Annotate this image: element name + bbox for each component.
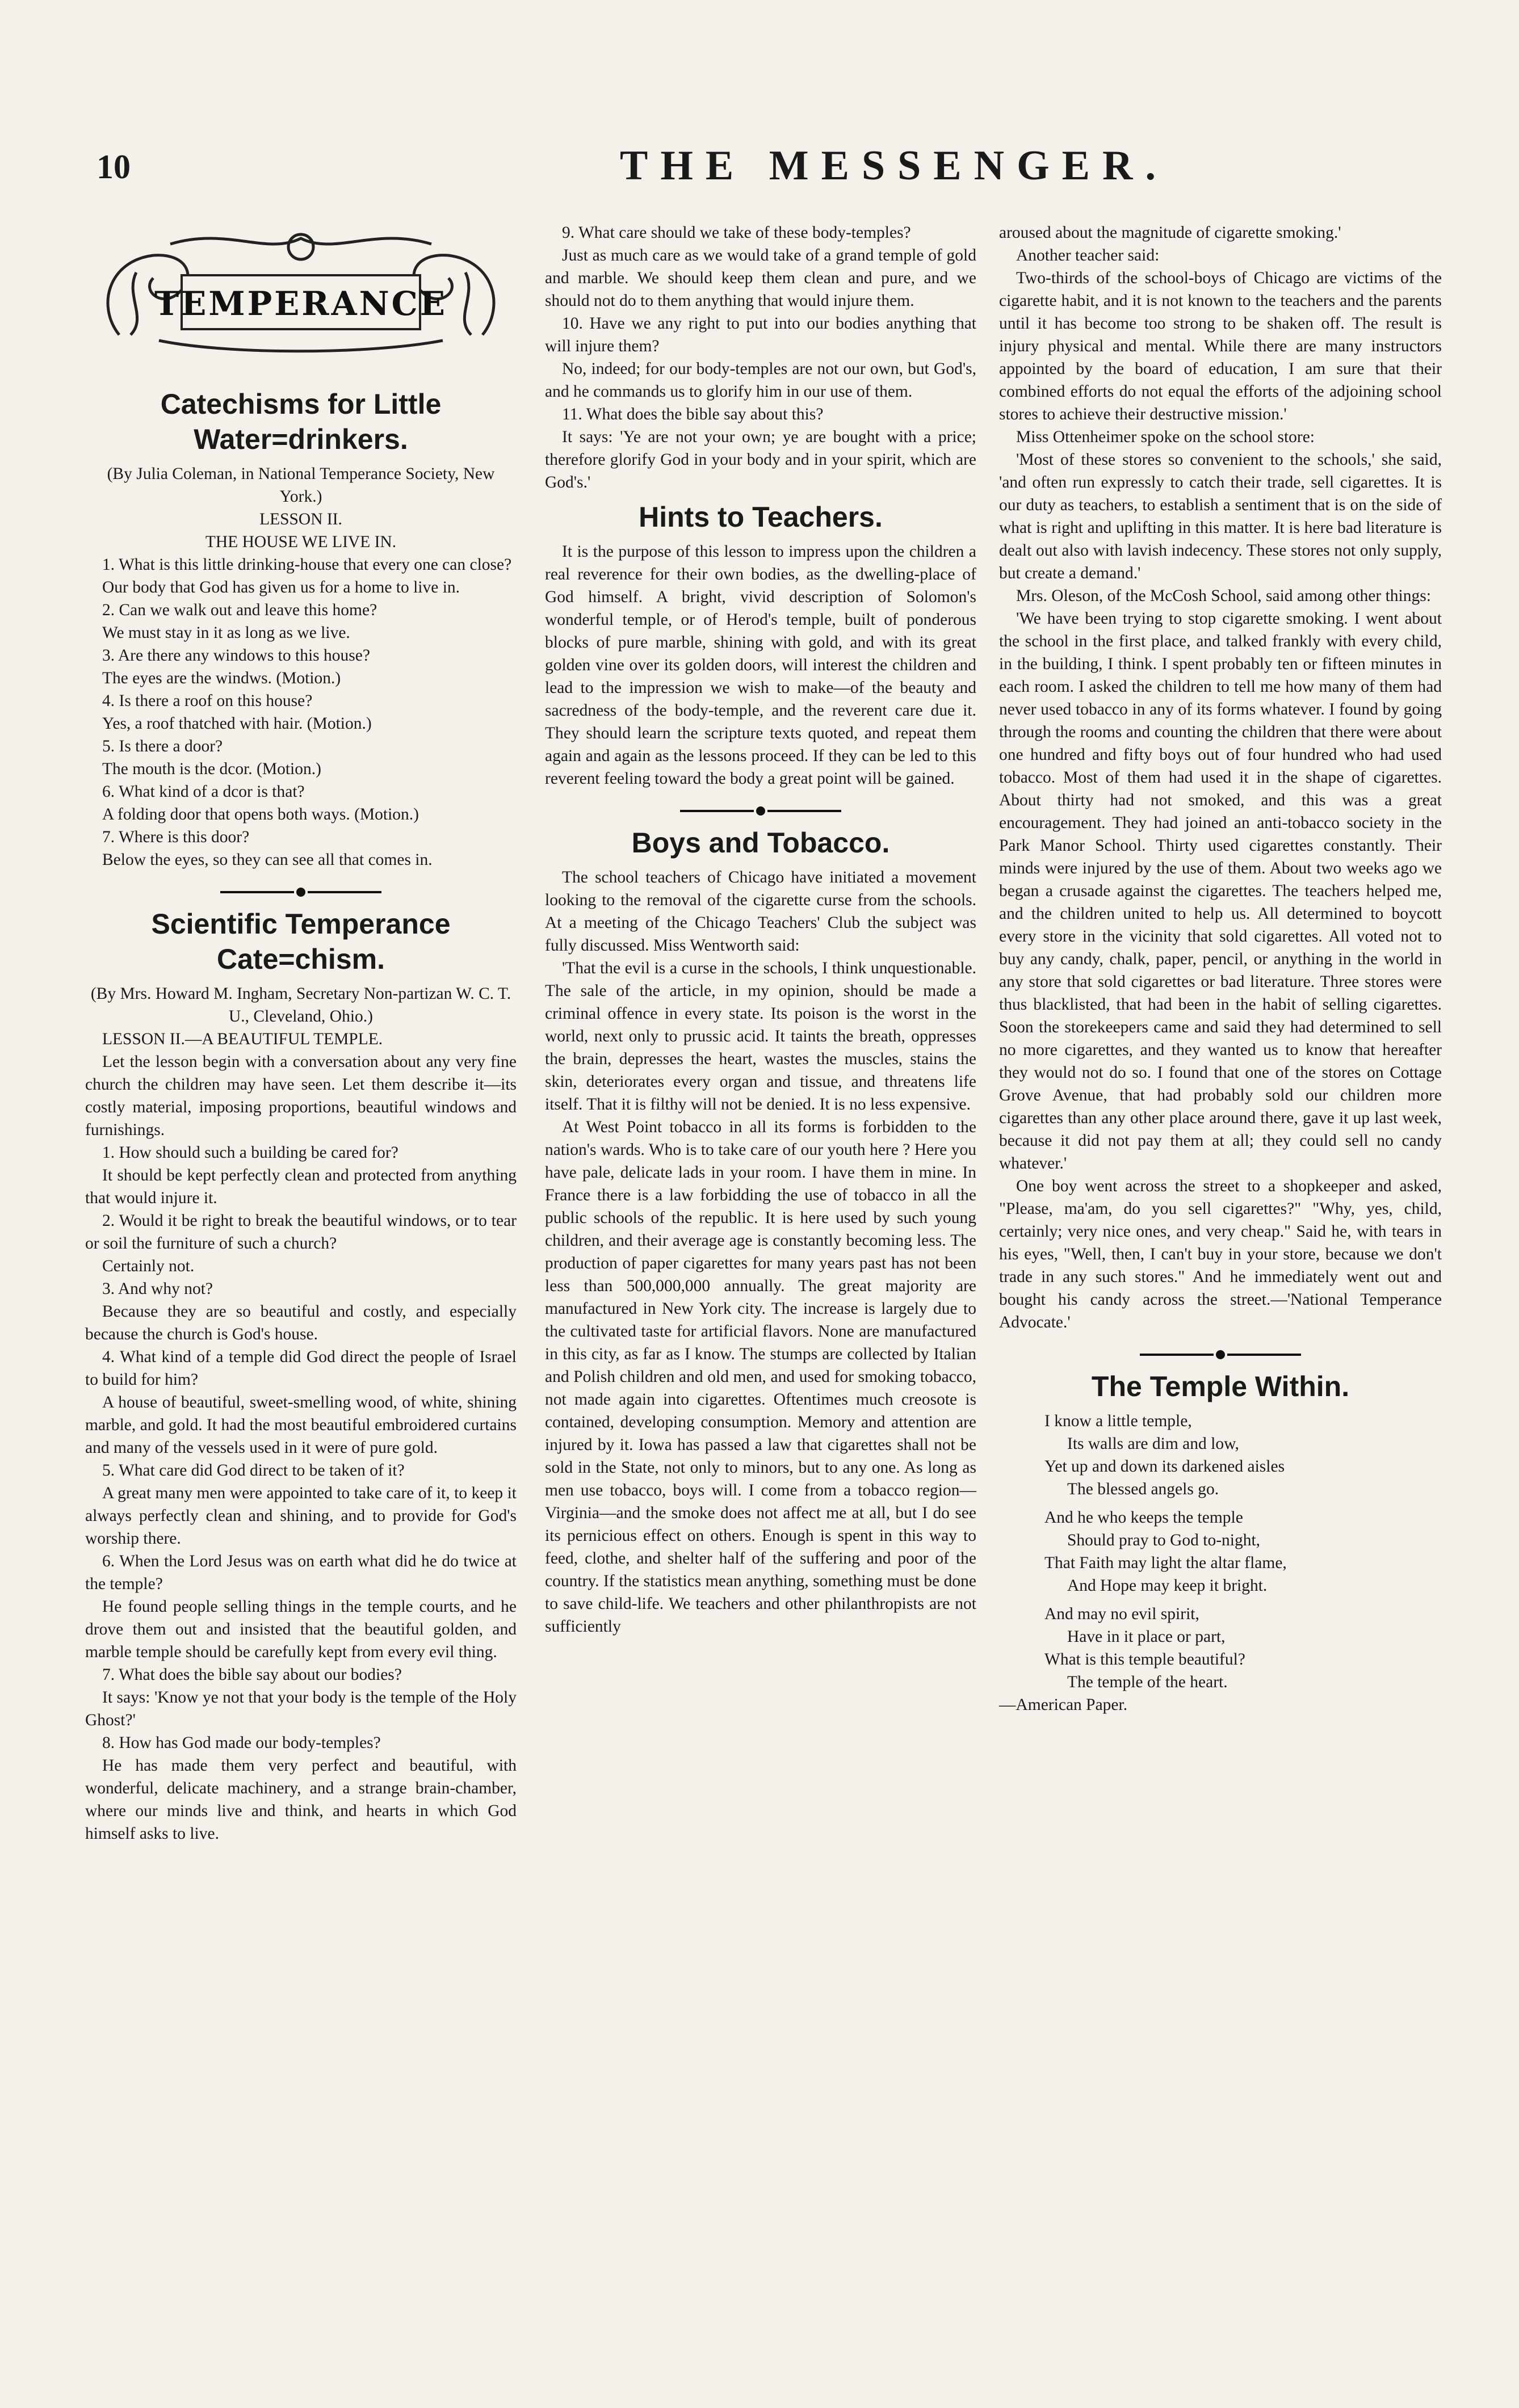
catechism-line: 4. Is there a roof on this house? <box>102 692 313 710</box>
poem-source: —American Paper. <box>999 1696 1128 1714</box>
catechism-line: Certainly not. <box>102 1257 195 1275</box>
catechism-line: A house of beautiful, sweet-smelling wood, of white, shining marble, and gold. It had the most beautiful embroidered curtains and many of the vessels used in it were of pure gold. <box>85 1393 517 1457</box>
poem-line: Yet up and down its darkened aisles <box>1044 1457 1285 1476</box>
catechism-line: The mouth is the dcor. (Motion.) <box>102 760 321 778</box>
article-paragraph: 'That the evil is a curse in the schools, I think unquestionable. The sale of the article, in my opinion, should be made a criminal offence in every state. Its poison is the worst in the world, next only to prussic acid. It taints the breath, oppresses the brain, depresses the heart, wastes the muscles, stains the skin, deteriorates every organ and tissue, and threatens life itself. That it is filthy will not be denied. It is no less expensive. <box>545 959 976 1113</box>
catechism-line: 3. Are there any windows to this house? <box>102 646 370 665</box>
poem-line: Have in it place or part, <box>1067 1628 1226 1646</box>
catechism-line: 7. Where is this door? <box>102 828 250 846</box>
catechism-line: It says: 'Ye are not your own; ye are bought with a price; therefore glorify God in your body and in your spirit, which are God's.' <box>545 428 976 491</box>
catechism-line: 11. What does the bible say about this? <box>562 405 824 423</box>
byline-ingham: (By Mrs. Howard M. Ingham, Secretary Non-partizan W. C. T. U., Cleveland, Ohio.) <box>90 985 511 1026</box>
catechism-line: Yes, a roof thatched with hair. (Motion.) <box>102 715 372 733</box>
catechism-line: The eyes are the windws. (Motion.) <box>102 669 341 687</box>
section-divider <box>999 1343 1442 1360</box>
temperance-banner-illustration <box>85 221 517 363</box>
hints-to-teachers-title: Hints to Teachers. <box>639 501 883 533</box>
catechism-line: Our body that God has given us for a home to live in. <box>102 578 460 596</box>
house-subheading: THE HOUSE WE LIVE IN. <box>205 533 397 551</box>
poem-line: And Hope may keep it bright. <box>1067 1577 1268 1595</box>
banner-label: TEMPERANCE <box>154 284 447 323</box>
catechism-line: 7. What does the bible say about our bodies? <box>102 1666 402 1684</box>
column-2 <box>545 221 976 1638</box>
catechisms-title: Catechisms for Little Water=drinkers. <box>160 388 442 455</box>
article-paragraph: One boy went across the street to a shopkeeper and asked, "Please, ma'am, do you sell cigarettes?" "Why, yes, child, certainly; very nice ones, and very cheap." Said he, with tears in his eyes, "Well, then, I can't buy in your store, because we don't trade in any such stores." And he immediately went out and bought his candy across the street.—'National Temperance Advocate.' <box>999 1177 1442 1331</box>
catechism-line: 9. What care should we take of these body-temples? <box>562 224 911 242</box>
poem-line: That Faith may light the altar flame, <box>1044 1554 1287 1572</box>
article-paragraph: Two-thirds of the school-boys of Chicago are victims of the cigarette habit, and it is not known to the teachers and the parents until it has become too strong to be shaken off. The result is injury physical and mental. While there are many instructors appointed by the board of education, I am sure that their combined efforts do not equal the efforts of the adjoining school stores to achieve their destructive mission.' <box>999 269 1442 423</box>
catechism-line: 2. Can we walk out and leave this home? <box>102 601 377 619</box>
article-paragraph: 'We have been trying to stop cigarette smoking. I went about the school in the first place, and talked frankly with every child, in the building, I think. I spent probably ten or fifteen minutes in each room. I asked the children to tell me how many of them had never used tobacco in any of its forms whatever. I found by going through the rooms and counting the children that there were about one hundred and fifty boys out of four hundred who had used tobacco. Most of them had used it in the shape of cigarettes. About thirty had not smoked, and this was a great encouragement. They had joined an anti-tobacco society in the Park Manor School. Thirty used cigarettes constantly. Their minds were injured by the use of them. About two weeks ago we began a crusade against the cigarettes. The teachers helped me, and the children united to help us. All determined to boycott every store in the vicinity that sold cigarettes. All voted not to buy any candy, chalk, paper, pencil, or anything in the world in any store that sold cigarettes or bad literature. Three stores were thus blacklisted, that had been in the habit of selling cigarettes. Soon the storekeepers came and said they had determined to sell no more cigarettes, and they wanted us to know that hereafter they would not do so. I found that one of the stores on Cottage Grove Avenue, that had probably sold our children more cigarettes than any other place around there, gave it up last week, because it did not pay them at all; they could sell no candy whatever.' <box>999 610 1442 1173</box>
scientific-temperance-title: Scientific Temperance Cate=chism. <box>151 908 451 975</box>
boys-and-tobacco-title: Boys and Tobacco. <box>631 827 890 859</box>
poem-line: What is this temple beautiful? <box>1044 1650 1245 1669</box>
catechism-line: He has made them very perfect and beautiful, with wonderful, delicate machinery, and a strange brain-chamber, where our minds live and think, and hearts in which God himself asks to live. <box>85 1756 517 1843</box>
section-divider <box>85 880 517 897</box>
catechism-line: We must stay in it as long as we live. <box>102 624 350 642</box>
catechism-line: A great many men were appointed to take care of it, to keep it always perfectly clean and shining, and to provide for God's worship there. <box>85 1484 517 1548</box>
article-paragraph: Mrs. Oleson, of the McCosh School, said among other things: <box>1016 587 1431 605</box>
page-number: 10 <box>96 148 131 186</box>
poem-line: Should pray to God to-night, <box>1067 1531 1261 1549</box>
byline-coleman: (By Julia Coleman, in National Temperance Society, New York.) <box>107 465 495 506</box>
catechism-line: 6. When the Lord Jesus was on earth what did he do twice at the temple? <box>85 1552 517 1593</box>
catechism-line: 5. Is there a door? <box>102 737 223 755</box>
catechism-line: Just as much care as we would take of a grand temple of gold and marble. We should keep them clean and pure, and we should not do to them anything that would injure them. <box>545 246 976 310</box>
article-paragraph: Miss Ottenheimer spoke on the school store: <box>1016 428 1315 446</box>
page-header <box>0 142 1519 204</box>
poem <box>999 1410 1442 1716</box>
catechism-line: Let the lesson begin with a conversation about any very fine church the children may have seen. Let them describe it—its costly material, imposing proportions, beautiful windows and furnishings. <box>85 1053 517 1139</box>
article-paragraph: At West Point tobacco in all its forms is forbidden to the nation's wards. Who is to take care of our youth here ? Here you have pale, delicate lads in your room. I have them in mine. In France there is a law forbidding the use of tobacco in all the public schools of the republic. It is here used by such young children, and their average age is constantly becoming less. The production of paper cigarettes for many years past has not been less than 500,000,000 annually. The great majority are manufactured in New York city. The increase is largely due to the cultivated taste for artificial flavors. None are manufactured in this city, as far as I know. The stumps are collected by Italian and Polish children and old men, and used for smoking tobacco, not made again into cigarettes. Oftentimes much creosote is contained, developing consumption. Memory and attention are injured by it. Iowa has passed a law that cigarettes shall not be sold in the State, not only to minors, but to any one. As long as men use tobacco, boys will. I come from a tobacco region—Virginia—and the smoke does not affect me at all, but I do see its pernicious effect on others. Enough is spent in this way to feed, clothe, and shelter half of the suffering and poor of the country. If the statistics mean anything, something must be done to save child-life. We teachers and other philanthropists are not sufficiently <box>545 1118 976 1636</box>
section-divider <box>545 799 976 816</box>
catechism-line: 6. What kind of a dcor is that? <box>102 783 305 801</box>
poem-line: And he who keeps the temple <box>1044 1508 1243 1527</box>
catechism-line: He found people selling things in the temple courts, and he drove them out and insisted that the beautiful golden, and marble temple should be carefully kept from every evil thing. <box>85 1598 517 1661</box>
catechism-line: A folding door that opens both ways. (Motion.) <box>102 805 419 823</box>
catechism-line: Because they are so beautiful and costly, and especially because the church is God's house. <box>85 1302 517 1343</box>
article-paragraph: 'Most of these stores so convenient to the schools,' she said, 'and often run expressly to catch their trade, sell cigarettes. It is our duty as teachers, to establish a sentiment that is on the side of what is right and uplifting in this matter. It is here bad literature is dealt out also with lavish indecency. These stores not only supply, but create a demand.' <box>999 451 1442 582</box>
masthead: THE MESSENGER. <box>620 142 1168 189</box>
article-paragraph: Another teacher said: <box>1016 246 1160 264</box>
column-3 <box>999 221 1442 1716</box>
catechism-line: It should be kept perfectly clean and protected from anything that would injure it. <box>85 1166 517 1207</box>
catechism-line: No, indeed; for our body-temples are not our own, but God's, and he commands us to glorify him in our use of them. <box>545 360 976 401</box>
article-paragraph: The school teachers of Chicago have initiated a movement looking to the removal of the cigarette curse from the schools. At a meeting of the Chicago Teachers' Club the subject was fully discussed. Miss Wentworth said: <box>545 868 976 955</box>
catechism-line: 1. How should such a building be cared for? <box>102 1144 398 1162</box>
poem-line: The blessed angels go. <box>1067 1480 1219 1498</box>
catechism-line: 1. What is this little drinking-house that every one can close? <box>102 556 512 574</box>
lesson-heading-2: LESSON II.—A BEAUTIFUL TEMPLE. <box>102 1030 383 1048</box>
catechism-line: 10. Have we any right to put into our bodies anything that will injure them? <box>545 314 976 355</box>
article-paragraph: aroused about the magnitude of cigarette smoking.' <box>999 224 1341 242</box>
poem-line: The temple of the heart. <box>1067 1673 1228 1691</box>
hints-paragraph: It is the purpose of this lesson to impress upon the children a real reverence for their own bodies, as the dwelling-place of God himself. A bright, vivid description of Solomon's wonderful temple, or of Herod's temple, built of ponderous blocks of pure marble, shining with gold, and with its great golden vine over its golden doors, will interest the children and lead to the impression we wish to make—of the beauty and sacredness of the body-temple, and the reverent care due it. They should learn the scripture texts quoted, and repeat them again and again as the lessons proceed. If they can be led to this reverent feeling toward the body a great point will be gained. <box>545 543 976 788</box>
poem-line: I know a little temple, <box>1044 1412 1192 1430</box>
catechism-line: It says: 'Know ye not that your body is the temple of the Holy Ghost?' <box>85 1688 517 1729</box>
catechism-line: Below the eyes, so they can see all that comes in. <box>102 851 433 869</box>
poem-line: Its walls are dim and low, <box>1067 1435 1239 1453</box>
catechism-line: 2. Would it be right to break the beautiful windows, or to tear or soil the furniture of such a church? <box>85 1212 517 1253</box>
poem-line: And may no evil spirit, <box>1044 1605 1199 1623</box>
catechism-line: 3. And why not? <box>102 1280 213 1298</box>
catechism-line: 8. How has God made our body-temples? <box>102 1734 381 1752</box>
catechism-line: 4. What kind of a temple did God direct the people of Israel to build for him? <box>85 1348 517 1389</box>
catechism-line: 5. What care did God direct to be taken of it? <box>102 1461 405 1480</box>
lesson-heading-1: LESSON II. <box>259 510 342 528</box>
temple-within-title: The Temple Within. <box>1091 1371 1350 1402</box>
column-1 <box>85 221 517 1845</box>
